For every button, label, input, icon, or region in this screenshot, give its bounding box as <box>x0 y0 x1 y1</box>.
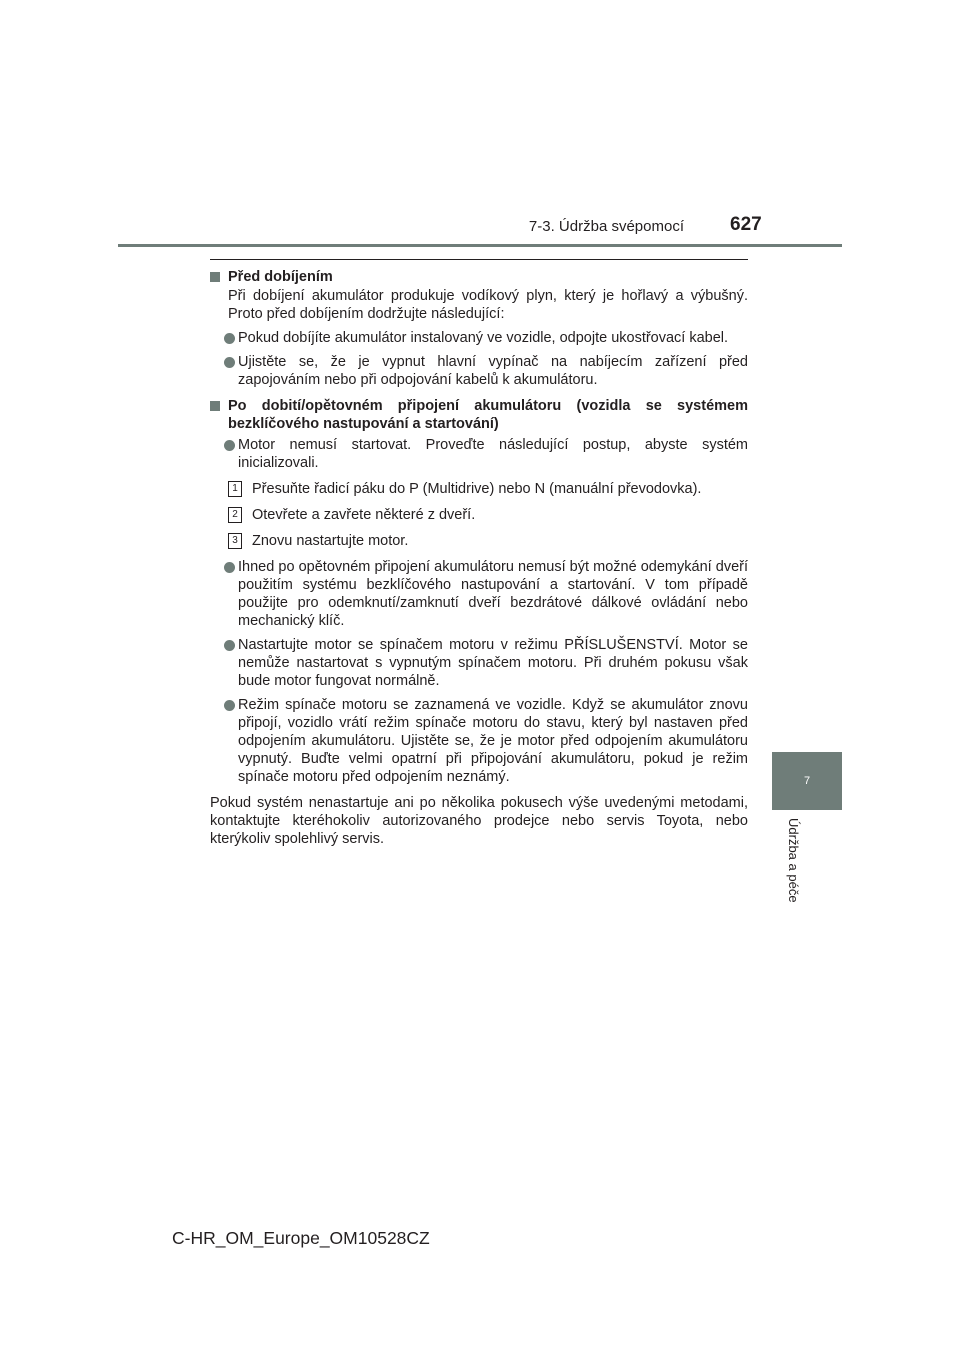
heading-text: Po dobití/opětovném připojení akumulátoru (vozidla se systémem bezklíčového nastupování a startování) <box>228 398 748 432</box>
step-text: Přesuňte řadicí páku do P (Multidrive) nebo N (manuální převodovka). <box>252 481 702 497</box>
list-item <box>210 329 748 347</box>
chapter-number: 7 <box>803 775 811 787</box>
step-number-box: 1 <box>228 481 242 497</box>
list-item <box>210 696 748 786</box>
step-item <box>210 532 748 550</box>
list-item <box>210 436 748 472</box>
header-rule <box>118 244 842 247</box>
chapter-title: Údržba a péče <box>786 818 801 903</box>
section-title: 7-3. Údržba svépomocí <box>528 218 684 235</box>
round-bullet-icon <box>224 440 235 451</box>
list-item-text: Ihned po opětovném připojení akumulátoru nemusí být možné odemykání dveří použitím systému bezklíčového nastupování a startování. V tom případě použijte pro odemknutí/zamknutí dveří bezdrátové dálkové ovládání nebo mechanický klíč. <box>238 559 748 629</box>
section-heading <box>210 397 748 433</box>
round-bullet-icon <box>224 562 235 573</box>
section-heading <box>210 268 748 286</box>
page-content <box>210 265 748 848</box>
round-bullet-icon <box>224 640 235 651</box>
paragraph: Při dobíjení akumulátor produkuje vodíkový plyn, který je hořlavý a výbušný. Proto před dobíjením dodržujte následující: <box>228 288 748 322</box>
list-item-text: Pokud dobíjíte akumulátor instalovaný ve vozidle, odpojte ukostřovací kabel. <box>238 330 729 346</box>
content-top-rule <box>210 259 748 260</box>
step-item <box>210 506 748 524</box>
list-item-text: Motor nemusí startovat. Proveďte následující postup, abyste systém inicializovali. <box>238 437 748 471</box>
step-text: Znovu nastartujte motor. <box>252 533 409 549</box>
document-id: C-HR_OM_Europe_OM10528CZ <box>172 1228 430 1248</box>
step-text: Otevřete a zavřete některé z dveří. <box>252 507 476 523</box>
heading-text: Před dobíjením <box>228 269 333 285</box>
round-bullet-icon <box>224 333 235 344</box>
step-item <box>210 480 748 498</box>
square-bullet-icon <box>210 272 220 282</box>
square-bullet-icon <box>210 401 220 411</box>
chapter-tab[interactable] <box>772 752 842 810</box>
step-number-box: 2 <box>228 507 242 523</box>
step-number-box: 3 <box>228 533 242 549</box>
round-bullet-icon <box>224 700 235 711</box>
closing-paragraph: Pokud systém nenastartuje ani po několika pokusech výše uvedenými metodami, kontaktujte kteréhokoliv autorizovaného prodejce nebo servis Toyota, nebo kterýkoliv spolehlivý servis. <box>210 795 748 847</box>
list-item <box>210 353 748 389</box>
list-item <box>210 636 748 690</box>
list-item <box>210 558 748 630</box>
list-item-text: Ujistěte se, že je vypnut hlavní vypínač na nabíjecím zařízení před zapojováním nebo při odpojování kabelů k akumulátoru. <box>238 354 748 388</box>
page-number: 627 <box>730 214 762 235</box>
list-item-text: Nastartujte motor se spínačem motoru v režimu PŘÍSLUŠENSTVÍ. Motor se nemůže nastartovat s vypnutým spínačem motoru. Při druhém pokusu však bude motor fungovat normálně. <box>238 637 748 689</box>
round-bullet-icon <box>224 357 235 368</box>
list-item-text: Režim spínače motoru se zaznamená ve vozidle. Když se akumulátor znovu připojí, vozidlo vrátí režim spínače motoru do stavu, který byl nastaven před odpojením akumulátoru. Ujistěte se, že je motor před odpojením akumulátoru vypnutý. Buďte velmi opatrní při připojování akumulátoru, pokud je režim spínače motoru před odpojením neznámý. <box>238 697 748 785</box>
